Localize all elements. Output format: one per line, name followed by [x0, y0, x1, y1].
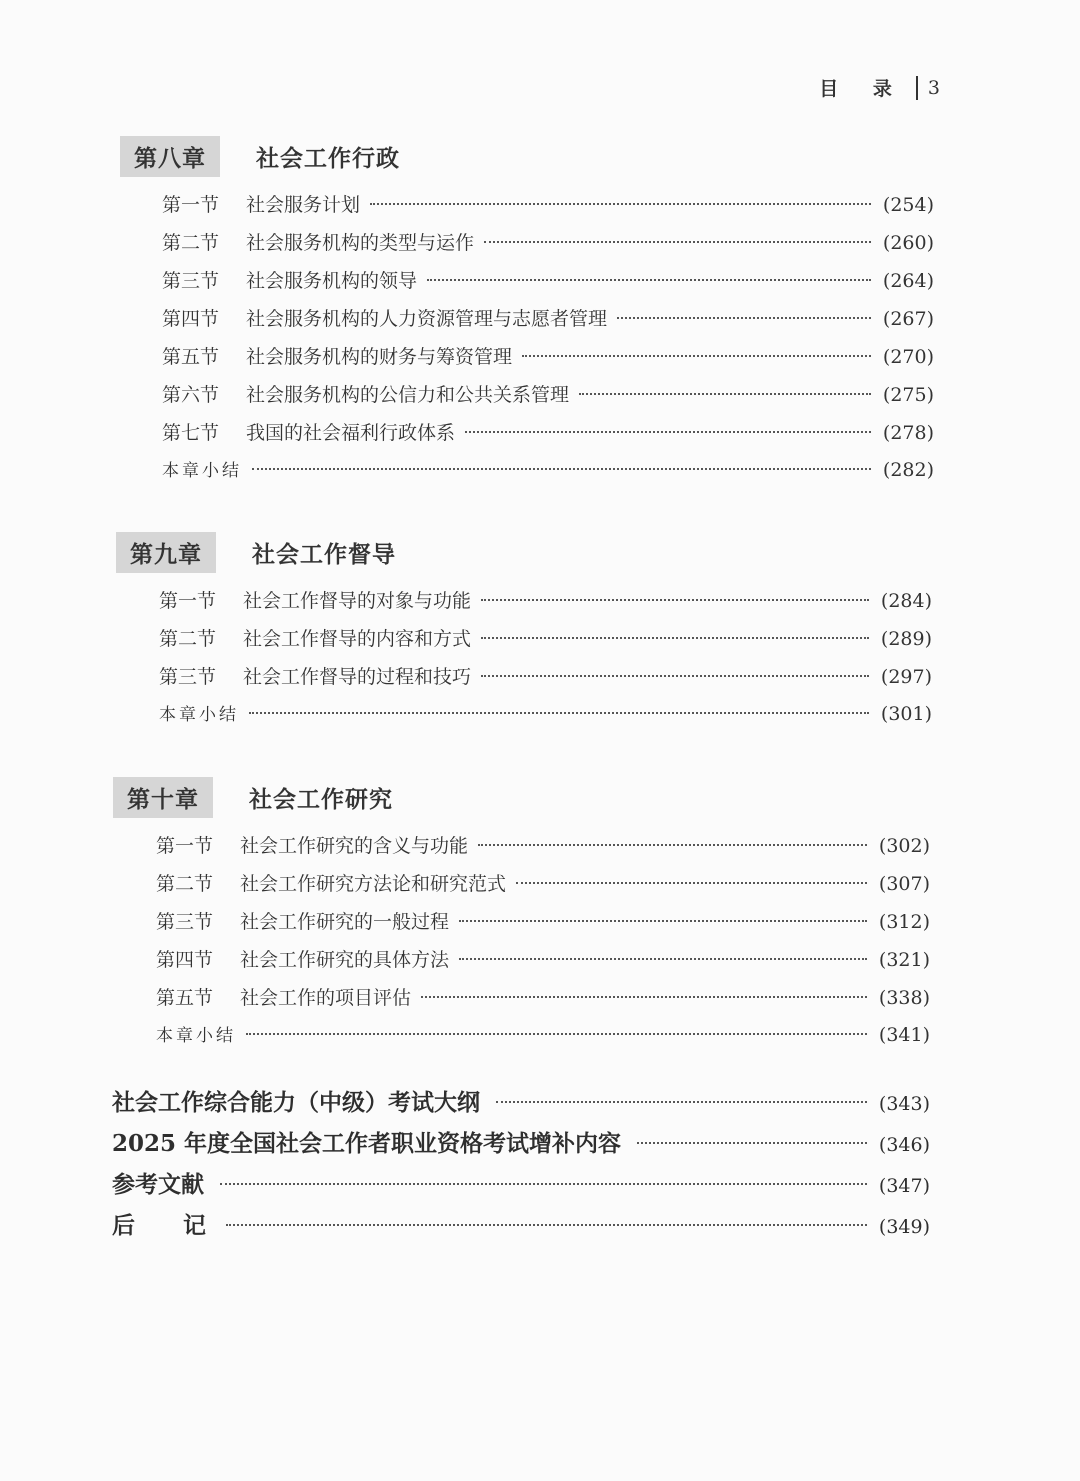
leader-dots	[459, 958, 867, 960]
toc-entry[interactable]	[156, 831, 930, 861]
back-matter-entry[interactable]	[112, 1166, 930, 1200]
leader-dots	[459, 920, 867, 922]
page-ref: (349)	[878, 1216, 930, 1238]
leader-dots	[481, 637, 869, 639]
section-title: 社会工作研究的含义与功能	[240, 835, 469, 857]
leader-dots	[484, 241, 871, 243]
back-matter-entry[interactable]	[112, 1207, 930, 1241]
leader-dots	[249, 712, 869, 714]
section-title: 社会工作的项目评估	[240, 987, 412, 1009]
section-title: 社会服务计划	[246, 194, 361, 216]
chapter-heading	[113, 777, 393, 818]
section-number: 第四节	[156, 949, 214, 971]
page-ref: (347)	[878, 1175, 930, 1197]
toc-entry[interactable]	[156, 1021, 930, 1051]
toc-entry[interactable]	[156, 983, 930, 1013]
section-number: 第二节	[162, 232, 220, 254]
section-number: 第五节	[156, 987, 214, 1009]
page-ref: (297)	[880, 666, 932, 688]
section-number: 第三节	[159, 666, 217, 688]
page-ref: (264)	[882, 270, 934, 292]
section-number: 第三节	[156, 911, 214, 933]
page-ref: (312)	[878, 911, 930, 933]
back-matter-entry[interactable]	[112, 1125, 930, 1159]
page-ref: (302)	[878, 835, 930, 857]
toc-entry[interactable]	[162, 380, 934, 410]
page-ref: (307)	[878, 873, 930, 895]
toc-entry[interactable]	[162, 266, 934, 296]
section-title: 社会工作督导的内容和方式	[243, 628, 472, 650]
back-matter-title: 后记	[112, 1212, 254, 1239]
page-ref: (341)	[878, 1024, 930, 1046]
page-ref: (289)	[880, 628, 932, 650]
leader-dots	[246, 1033, 867, 1035]
section-number: 第二节	[156, 873, 214, 895]
toc-entry[interactable]	[159, 662, 932, 692]
page-ref: (270)	[882, 346, 934, 368]
back-matter-title: 社会工作综合能力（中级）考试大纲	[112, 1089, 480, 1116]
section-title: 我国的社会福利行政体系	[246, 422, 456, 444]
section-title: 社会工作督导的对象与功能	[243, 590, 472, 612]
page-ref: (321)	[878, 949, 930, 971]
header-page-number: 3	[927, 76, 940, 99]
back-matter-title: 2025 年度全国社会工作者职业资格考试增补内容	[112, 1130, 622, 1157]
page-ref: (301)	[880, 703, 932, 725]
section-title: 社会服务机构的公信力和公共关系管理	[246, 384, 570, 406]
section-title: 社会服务机构的类型与运作	[246, 232, 475, 254]
toc-entry[interactable]	[162, 228, 934, 258]
page-ref: (260)	[882, 232, 934, 254]
section-number: 第二节	[159, 628, 217, 650]
toc-entry[interactable]	[156, 907, 930, 937]
toc-entry[interactable]	[162, 304, 934, 334]
back-matter-entry[interactable]	[112, 1084, 930, 1118]
toc-entry[interactable]	[159, 624, 932, 654]
chapter-summary-title: 本章小结	[159, 705, 239, 725]
leader-dots	[421, 996, 867, 998]
chapter-badge: 第十章	[113, 777, 213, 818]
leader-dots	[516, 882, 867, 884]
section-number: 第五节	[162, 346, 220, 368]
section-title: 社会服务机构的领导	[246, 270, 418, 292]
page-ref: (282)	[882, 459, 934, 481]
page-ref: (275)	[882, 384, 934, 406]
leader-dots	[465, 431, 871, 433]
leader-dots	[496, 1101, 867, 1103]
page-ref: (254)	[882, 194, 934, 216]
page-ref: (267)	[882, 308, 934, 330]
toc-entry[interactable]	[159, 586, 932, 616]
chapter-badge: 第九章	[116, 532, 216, 573]
chapter-title: 社会工作行政	[256, 145, 400, 172]
toc-entry[interactable]	[162, 456, 934, 486]
chapter-heading	[116, 532, 396, 573]
section-number: 第一节	[162, 194, 220, 216]
section-number: 第一节	[156, 835, 214, 857]
toc-entry[interactable]	[162, 190, 934, 220]
leader-dots	[481, 675, 869, 677]
toc-entry[interactable]	[159, 700, 932, 730]
section-number: 第七节	[162, 422, 220, 444]
leader-dots	[427, 279, 871, 281]
section-title: 社会服务机构的人力资源管理与志愿者管理	[246, 308, 608, 330]
section-title: 社会工作研究的一般过程	[240, 911, 450, 933]
page-ref: (338)	[878, 987, 930, 1009]
chapter-badge: 第八章	[120, 136, 220, 177]
leader-dots	[579, 393, 871, 395]
page-ref: (278)	[882, 422, 934, 444]
leader-dots	[522, 355, 871, 357]
leader-dots	[478, 844, 867, 846]
toc-entry[interactable]	[162, 418, 934, 448]
section-title: 社会工作督导的过程和技巧	[243, 666, 472, 688]
section-number: 第六节	[162, 384, 220, 406]
leader-dots	[481, 599, 869, 601]
section-title: 社会工作研究方法论和研究范式	[240, 873, 507, 895]
page-ref: (346)	[878, 1134, 930, 1156]
leader-dots	[617, 317, 871, 319]
toc-entry[interactable]	[156, 869, 930, 899]
leader-dots	[252, 468, 871, 470]
running-header	[819, 74, 940, 101]
chapter-heading	[120, 136, 400, 177]
back-matter-title: 参考文献	[112, 1171, 204, 1198]
header-divider	[916, 76, 918, 100]
section-number: 第四节	[162, 308, 220, 330]
page-ref: (343)	[878, 1093, 930, 1115]
chapter-summary-title: 本章小结	[162, 461, 242, 481]
section-number: 第三节	[162, 270, 220, 292]
page-ref: (284)	[880, 590, 932, 612]
leader-dots	[226, 1224, 867, 1226]
leader-dots	[370, 203, 871, 205]
toc-entry[interactable]	[162, 342, 934, 372]
leader-dots	[637, 1142, 867, 1144]
section-title: 社会工作研究的具体方法	[240, 949, 450, 971]
chapter-title: 社会工作研究	[249, 786, 393, 813]
leader-dots	[220, 1183, 867, 1185]
section-title: 社会服务机构的财务与筹资管理	[246, 346, 513, 368]
chapter-summary-title: 本章小结	[156, 1026, 236, 1046]
chapter-title: 社会工作督导	[252, 541, 396, 568]
toc-entry[interactable]	[156, 945, 930, 975]
section-number: 第一节	[159, 590, 217, 612]
header-title: 目 录	[819, 78, 906, 100]
